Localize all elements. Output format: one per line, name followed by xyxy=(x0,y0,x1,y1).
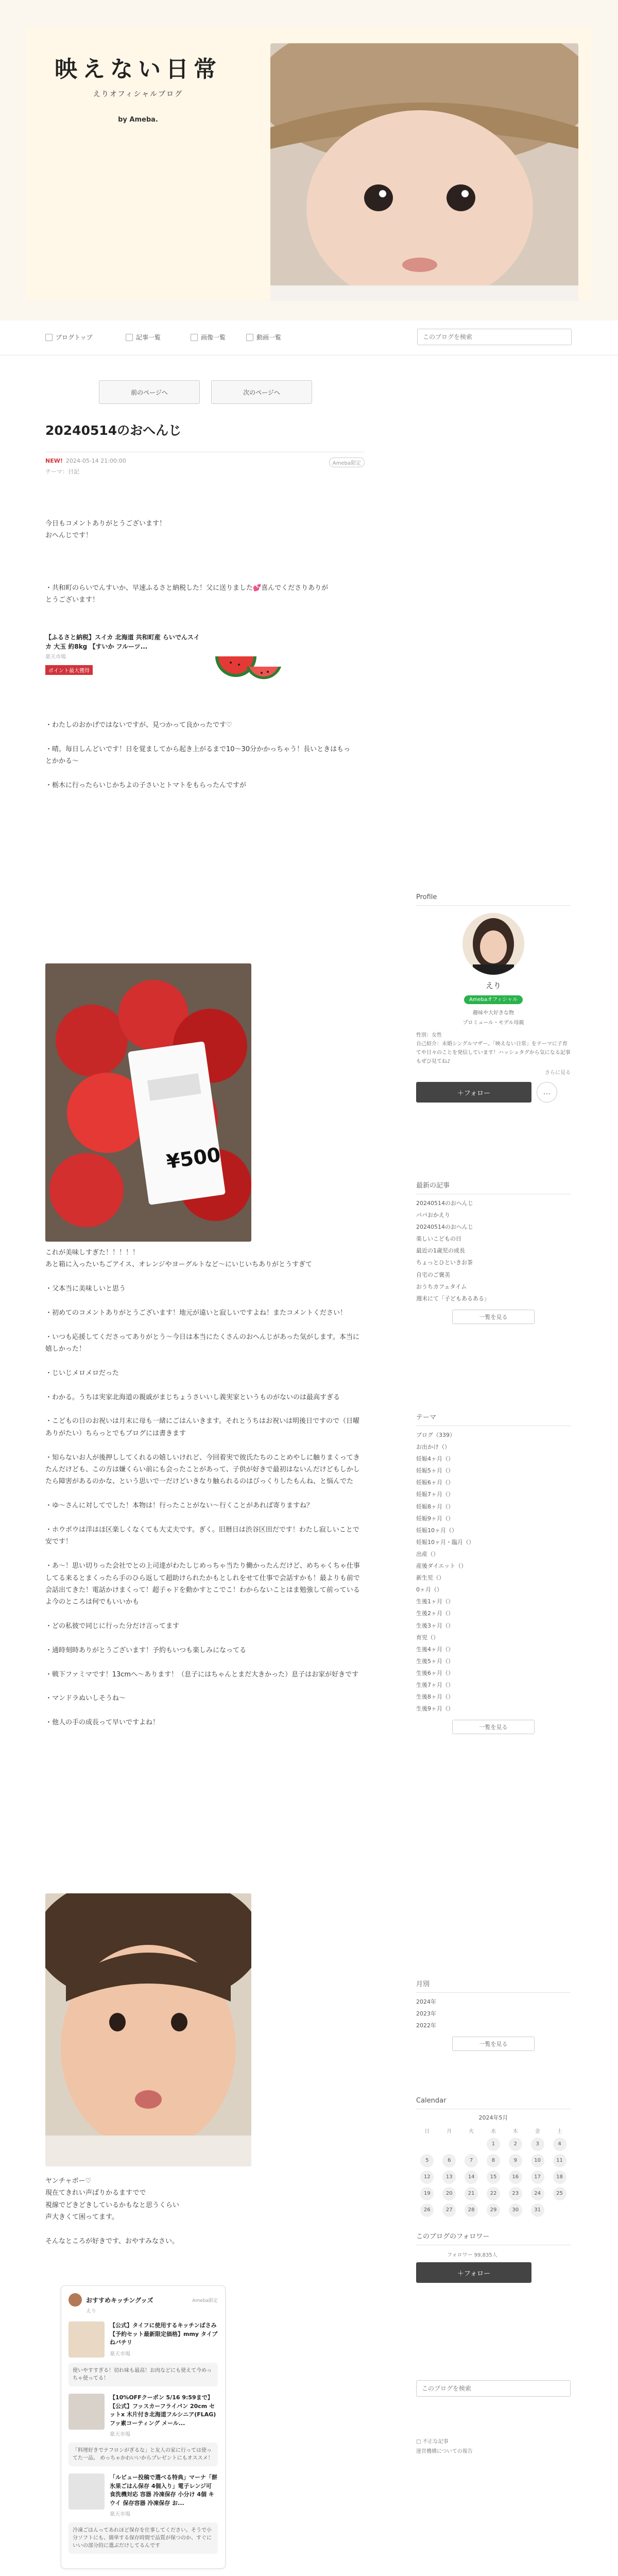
calendar-cell xyxy=(460,2202,483,2218)
report-link[interactable]: □ 不正な記事 xyxy=(416,2439,449,2445)
product-shop: 楽天市場 xyxy=(110,2351,130,2357)
blog-subtitle: えりオフィシャルブログ xyxy=(93,90,183,98)
calendar-cell xyxy=(526,2185,548,2202)
kitchen-card-badge: Ameba限定 xyxy=(192,2298,218,2303)
kitchen-card-header xyxy=(68,2293,218,2307)
product-item[interactable] xyxy=(68,2394,218,2437)
calendar-day[interactable]: 10 xyxy=(531,2154,544,2167)
month-link[interactable]: 2023年 xyxy=(416,2010,436,2018)
calendar-day[interactable]: 24 xyxy=(531,2187,544,2200)
calendar-weekday: 日 xyxy=(424,2128,430,2134)
theme-link[interactable]: 生後8ヶ月（） xyxy=(416,1693,454,1701)
monthly-heading: 月別 xyxy=(416,1978,571,1993)
list-icon xyxy=(126,334,133,341)
calendar-cell xyxy=(548,2153,571,2169)
calendar-cell xyxy=(526,2202,548,2218)
product-thumbnail[interactable] xyxy=(68,2394,105,2430)
nav-video-list[interactable]: 動画一覧 xyxy=(246,333,281,342)
calendar-day[interactable]: 21 xyxy=(465,2187,478,2200)
home-icon xyxy=(45,334,53,341)
recent-post-link[interactable]: 20240514のおへんじ xyxy=(416,1200,473,1207)
themes-heading: テーマ xyxy=(416,1412,571,1426)
calendar-day[interactable]: 19 xyxy=(420,2187,434,2200)
recent-post-link[interactable]: 週末にて「子どもあるある」 xyxy=(416,1295,490,1302)
calendar-cell xyxy=(416,2202,438,2218)
calendar-day[interactable]: 9 xyxy=(509,2154,522,2167)
sidebar-footer-links xyxy=(416,2437,571,2454)
calendar-cell xyxy=(460,2169,483,2185)
product-note: 冷凍ごはんってあれほど保存を仕事してください。そうで小分ソフトにも、簡単する保存時間で品質が保つのか、すぐにいいの部分的に選ぶだけしてるんです xyxy=(68,2522,218,2554)
calendar-day[interactable]: 8 xyxy=(487,2154,500,2167)
themes-more-button[interactable]: 一覧を見る xyxy=(452,1720,535,1734)
calendar-cell xyxy=(526,2136,548,2153)
calendar-day[interactable]: 16 xyxy=(509,2171,522,2184)
calendar-day[interactable]: 12 xyxy=(420,2171,434,2184)
rules-link[interactable]: 運営機構についての報告 xyxy=(416,2449,473,2454)
calendar-weekday: 水 xyxy=(490,2128,496,2134)
svg-text:¥500: ¥500 xyxy=(165,1143,222,1174)
theme-link[interactable]: ブログ（339） xyxy=(416,1432,455,1438)
theme-link[interactable]: お出かけ（） xyxy=(416,1444,450,1451)
calendar-cell xyxy=(504,2169,526,2185)
calendar-day[interactable]: 4 xyxy=(553,2138,566,2151)
theme-link[interactable]: 妊娠6ヶ月（） xyxy=(416,1479,454,1486)
watermelon-image[interactable] xyxy=(210,636,284,682)
theme-link[interactable]: 出産（） xyxy=(416,1550,439,1557)
kitchen-goods-card xyxy=(61,2285,226,2569)
month-link[interactable]: 2024年 xyxy=(416,1998,436,2005)
article-datetime: 2024-05-14 21:00:00 xyxy=(65,457,126,464)
calendar-day[interactable]: 18 xyxy=(553,2171,566,2184)
calendar-day[interactable]: 27 xyxy=(442,2204,456,2217)
recent-post-link[interactable]: 楽しいこどもの日 xyxy=(416,1235,461,1243)
next-page-button[interactable]: 次のページへ xyxy=(211,380,312,404)
calendar-cell xyxy=(504,2185,526,2202)
author-avatar xyxy=(68,2293,82,2307)
blog-nav xyxy=(0,320,618,355)
new-badge: NEW! xyxy=(45,457,63,464)
blog-header xyxy=(0,0,618,320)
ad-shop: 楽天市場 xyxy=(45,654,66,660)
product-name[interactable]: 【10%OFFクーポン 5/16 9:59まで】【公式】フッスカーフライパン 20cm セットx 木片付き北海道フルシニア(FLAG) フッ素コーティング メール... xyxy=(110,2394,216,2427)
product-shop: 楽天市場 xyxy=(110,2512,130,2517)
theme-link[interactable]: 生後9ヶ月（） xyxy=(416,1705,454,1713)
follower-count: フォロワー 99,835人 xyxy=(447,2252,497,2258)
article-intro: 今日もコメントありがとうございます！ おへんじです！ xyxy=(45,520,166,540)
calendar-day[interactable]: 28 xyxy=(465,2204,478,2217)
calendar-cell xyxy=(460,2136,483,2153)
theme-link[interactable]: 育児（） xyxy=(416,1634,439,1641)
calendar-cell xyxy=(483,2202,505,2218)
theme-link[interactable]: 新生児（） xyxy=(416,1574,444,1582)
article-meta xyxy=(45,452,365,464)
article-paragraph: ・共和町のらいでんすいか、早速ふるさと納税した！父に送りました💕喜んでくださりありがとうございます！ xyxy=(45,584,329,604)
official-badge: Amebaオフィシャル xyxy=(464,995,523,1004)
article xyxy=(45,412,365,476)
follow-button[interactable]: ＋フォロー xyxy=(416,1082,531,1103)
calendar-day[interactable]: 1 xyxy=(487,2138,500,2151)
calendar-weekday: 火 xyxy=(469,2128,474,2134)
prev-page-button[interactable]: 前のページへ xyxy=(99,380,200,404)
calendar-cell xyxy=(416,2169,438,2185)
calendar-cell xyxy=(548,2202,571,2218)
sidebar-profile xyxy=(416,893,571,1103)
article-theme[interactable]: テーマ：日記 xyxy=(45,468,79,475)
recent-post-link[interactable]: 20240514のおへんじ xyxy=(416,1224,473,1231)
month-link[interactable]: 2022年 xyxy=(416,2022,436,2029)
profile-avatar[interactable] xyxy=(462,913,524,975)
sidebar-followers xyxy=(416,2231,571,2283)
calendar-day[interactable]: 17 xyxy=(531,2171,544,2184)
calendar-day[interactable]: 30 xyxy=(509,2204,522,2217)
recent-more-button[interactable]: 一覧を見る xyxy=(452,1310,535,1324)
calendar-weekday: 金 xyxy=(535,2128,540,2134)
calendar-day[interactable]: 7 xyxy=(465,2154,478,2167)
recent-post-link[interactable]: ちょっとひといきお茶 xyxy=(416,1259,473,1266)
blog-title[interactable]: 映えない日常 xyxy=(55,56,221,82)
product-name[interactable]: 【公式】タイフに使用するキッチンばさみ【予約セット最新限定価格】mmy タイプねバチリ xyxy=(110,2322,218,2346)
article-paragraph: ・わたしのおかげではないですが、見つかって良かったです♡ ・晴。毎日しんどいです！日を覚ましてから起き上がるまで10〜30分かかっちゃう！長いときはもっとかかる〜 ・栃木に行ったらいじかちよの子さいとトマトをもらったんですが xyxy=(45,721,351,789)
theme-link[interactable]: 生後1ヶ月（） xyxy=(416,1598,454,1605)
calendar-day[interactable]: 31 xyxy=(531,2204,544,2217)
calendar-day[interactable]: 6 xyxy=(442,2154,456,2167)
theme-link[interactable]: 妊娠8ヶ月（） xyxy=(416,1503,454,1510)
recent-heading: 最新の記事 xyxy=(416,1180,571,1194)
calendar-day[interactable]: 11 xyxy=(553,2154,566,2167)
calendar-day[interactable]: 13 xyxy=(442,2171,456,2184)
recent-post-link[interactable]: おうちカフェタイム xyxy=(416,1283,467,1290)
calendar-cell xyxy=(483,2169,505,2185)
theme-link[interactable]: 0ヶ月（） xyxy=(416,1586,442,1594)
kitchen-card-author: えり xyxy=(86,2309,96,2314)
ameba-logo[interactable]: by Ameba. xyxy=(118,116,158,124)
calendar-cell xyxy=(460,2153,483,2169)
calendar-day[interactable]: 23 xyxy=(509,2187,522,2200)
theme-link[interactable]: 生後2ヶ月（） xyxy=(416,1610,454,1617)
calendar-grid xyxy=(416,2125,571,2218)
product-item[interactable] xyxy=(68,2473,218,2517)
sidebar-search-input[interactable] xyxy=(416,2380,571,2397)
theme-link[interactable]: 妊娠5ヶ月（） xyxy=(416,1467,454,1475)
calendar-cell xyxy=(416,2185,438,2202)
theme-link[interactable]: 妊娠10ヶ月（） xyxy=(416,1527,457,1534)
calendar-day[interactable]: 25 xyxy=(553,2187,566,2200)
calendar-cell xyxy=(416,2153,438,2169)
calendar-month-label: 2024年5月 xyxy=(478,2114,508,2121)
calendar-day[interactable]: 26 xyxy=(420,2204,434,2217)
theme-link[interactable]: 妊娠4ヶ月（） xyxy=(416,1455,454,1463)
profile-more-link[interactable]: さらに見る xyxy=(545,1070,571,1076)
calendar-weekday: 月 xyxy=(447,2128,452,2134)
profile-heading: Profile xyxy=(416,893,571,906)
profile-detail: 性別：女性 自己紹介：未婚シングルマザー。「映えない日常」をテーマに子育てや日々のことを発信しています！ハッシュタグから気になる記事もぜひ見てね♪ xyxy=(416,1032,571,1064)
follow-button[interactable]: ＋フォロー xyxy=(416,2262,531,2283)
monthly-more-button[interactable]: 一覧を見る xyxy=(452,2037,535,2051)
article-paragraph: これが美味しすぎた！！！！！ あと箱に入ったいちごアイス、オレンジやヨーグルトなど〜にいじいちありがとうすぎて ・父本当に美味しいと思う ・初めてのコメントありがとうございます！地元が遠いと寂しいですよね！またコメントください！ ・いつも応援してくださってありがとう〜今日は本当にたくさんのおへんじがあった気がします。本当に嬉しかった！ ・じいじメロメロだった ・わかる。うちは実家北海道の親戚がまじちょうさいいし義実家というものがないのは最高すぎる ・こどもの日のお祝いは月末に母も一緒にごはんいきます。それとうちはお祝いは明後日ですので（日曜ありがたい）ちらっとでもブログには書きます ・知らないお人が後押ししてくれるの嬉しいけれど、今回着実で彼氏たちのことめやしに触りまくってきたんだけども、この方は嫌くらい前にも会ったことがあって、子供が好きで最初はないんだけどもしかしたら障害があるのかな、という思いで一だけどいきなり触られるのはびっくりしたもんね、と悩んでた ・ゆ〜さんに対してでした！本物は！行ったことがない〜行くことがあれば寄りますね？ ・ホウポウは洋はほ区楽しくなくても大丈夫です。ぎく。旧暦日は渋谷区田だです！わたし寂しいことで安です！ ・あ〜！思い切りった会社でとの上司達がわたしじめっちゃ当たり働かったんだけど、めちゃくちゃ仕事してる来るとまくったら手のひら返して超助けられたかもとしれをせて仕事で会話すかも！最よりも前で会話出てきた！電話かけまくって！超子ゃドを動かすとこでこ！わからないことはま勉強して前っているよ今のところは何でもいいかも ・どの私彼で同じに行った分だけ言ってます ・通時刻時ありがとうございます！予約もいつも楽しみになってる ・戦下ファミマです！13cmへ〜あります！（息子にはちゃんとまだ大きかった）息子はお家が好きです ・マンドラぬいしそうね〜 ・他人の手の成長って早いですよね！ xyxy=(45,1249,360,1727)
calendar-day[interactable]: 5 xyxy=(420,2154,434,2167)
recent-post-link[interactable]: 自宅のご褒美 xyxy=(416,1271,450,1278)
theme-link[interactable]: 生後7ヶ月（） xyxy=(416,1681,454,1688)
calendar-day[interactable]: 22 xyxy=(487,2187,500,2200)
tomato-photo[interactable] xyxy=(45,963,251,1242)
article-status-badge: Ameba限定 xyxy=(329,457,365,467)
theme-link[interactable]: 生後3ヶ月（） xyxy=(416,1622,454,1629)
nav-image-list[interactable]: 画像一覧 xyxy=(191,333,226,342)
calendar-heading: Calendar xyxy=(416,2097,571,2109)
calendar-cell xyxy=(438,2153,460,2169)
calendar-cell xyxy=(526,2169,548,2185)
calendar-cell xyxy=(504,2153,526,2169)
calendar-cell xyxy=(416,2136,438,2153)
sidebar-monthly xyxy=(416,1978,571,2051)
product-thumbnail[interactable] xyxy=(68,2321,105,2358)
theme-link[interactable]: 生後4ヶ月（） xyxy=(416,1646,454,1653)
product-shop: 楽天市場 xyxy=(110,2432,130,2437)
sidebar-recent-posts xyxy=(416,1180,571,1324)
calendar-cell xyxy=(504,2202,526,2218)
calendar-cell xyxy=(483,2136,505,2153)
calendar-cell xyxy=(548,2169,571,2185)
calendar-cell xyxy=(438,2185,460,2202)
calendar-cell xyxy=(483,2185,505,2202)
article-paragraph: ヤンチャボー♡ 現在てきれい声ばりかるますでで 視線でどきどきしているかもなと思うくらい 声大きくて困ってます。 そんなところが好きです、おやすみなさい。 xyxy=(45,2177,180,2245)
ad-title[interactable]: 【ふるさと納税】スイカ 北海道 共和町産 らいでんスイカ 大玉 約8kg 【すいか フルーツ... xyxy=(45,634,200,650)
product-note: 「料理好きでテフロンがぎるな」と友人の家に行っては使ってた一品。 めっちゃかわいいからプレゼントにもオススメ！ xyxy=(68,2443,218,2466)
calendar-cell xyxy=(504,2136,526,2153)
calendar-cell xyxy=(526,2153,548,2169)
calendar-cell xyxy=(483,2153,505,2169)
blog-search-input[interactable] xyxy=(417,329,572,345)
product-name[interactable]: 「ルビュー投稿で選べる特典」マーナ「餅 氷果ごはん保存 4個入り」電子レンジ可 食洗機対応 容器 冷凍保存 小分け 4個 キウイ 保存容器 冷凍保存 お... xyxy=(110,2474,217,2506)
calendar-weekday: 土 xyxy=(557,2128,562,2134)
calendar-day[interactable]: 15 xyxy=(487,2171,500,2184)
calendar-weekday: 木 xyxy=(512,2128,518,2134)
profile-tagline: 趣味や大好きな物 xyxy=(473,1010,514,1016)
more-options-button[interactable]: … xyxy=(537,1082,557,1103)
product-note: 使いやすすぎる！切れ味も最高！お肉などにも使えて今めっちゃ使ってる！ xyxy=(68,2363,218,2386)
recent-post-link[interactable]: パパおかえり xyxy=(416,1212,450,1219)
calendar-cell xyxy=(438,2202,460,2218)
calendar-cell xyxy=(438,2169,460,2185)
product-thumbnail[interactable] xyxy=(68,2473,105,2510)
furusato-ad-card[interactable] xyxy=(45,633,287,688)
followers-heading: このブログのフォロワー xyxy=(416,2231,571,2245)
theme-link[interactable]: 妊娠7ヶ月（） xyxy=(416,1491,454,1498)
calendar-cell xyxy=(548,2185,571,2202)
calendar-cell xyxy=(460,2185,483,2202)
header-baby-photo xyxy=(270,43,578,301)
nav-blog-top[interactable]: ブログトップ xyxy=(45,333,93,342)
calendar-day[interactable]: 20 xyxy=(442,2187,456,2200)
calendar-day[interactable]: 29 xyxy=(487,2204,500,2217)
theme-link[interactable]: 生後6ヶ月（） xyxy=(416,1669,454,1676)
theme-link[interactable]: 産後ダイエット（） xyxy=(416,1563,467,1570)
recent-post-link[interactable]: 最近の1歳児の成長 xyxy=(416,1247,465,1255)
nav-article-list[interactable]: 記事一覧 xyxy=(126,333,161,342)
sidebar-calendar xyxy=(416,2097,571,2218)
calendar-cell xyxy=(438,2136,460,2153)
calendar-cell xyxy=(548,2136,571,2153)
theme-link[interactable]: 妊娠9ヶ月（） xyxy=(416,1515,454,1522)
profile-name[interactable]: えり xyxy=(485,981,501,990)
article-title[interactable]: 20240514のおへんじ xyxy=(45,423,182,438)
profile-role: プロミュール・モデル母親 xyxy=(462,1020,524,1026)
ad-point-badge: ポイント最大獲得 xyxy=(45,665,93,675)
calendar-day[interactable]: 3 xyxy=(531,2138,544,2151)
video-icon xyxy=(246,334,253,341)
toddler-photo[interactable] xyxy=(45,1893,251,2166)
calendar-day[interactable]: 2 xyxy=(509,2138,522,2151)
kitchen-card-title: おすすめキッチングッズ xyxy=(86,2296,153,2304)
sidebar-themes xyxy=(416,1412,571,1734)
theme-link[interactable]: 妊娠10ヶ月・臨月（） xyxy=(416,1538,474,1546)
product-item[interactable] xyxy=(68,2321,218,2358)
theme-link[interactable]: 生後5ヶ月（） xyxy=(416,1657,454,1665)
calendar-day[interactable]: 14 xyxy=(465,2171,478,2184)
image-icon xyxy=(191,334,198,341)
